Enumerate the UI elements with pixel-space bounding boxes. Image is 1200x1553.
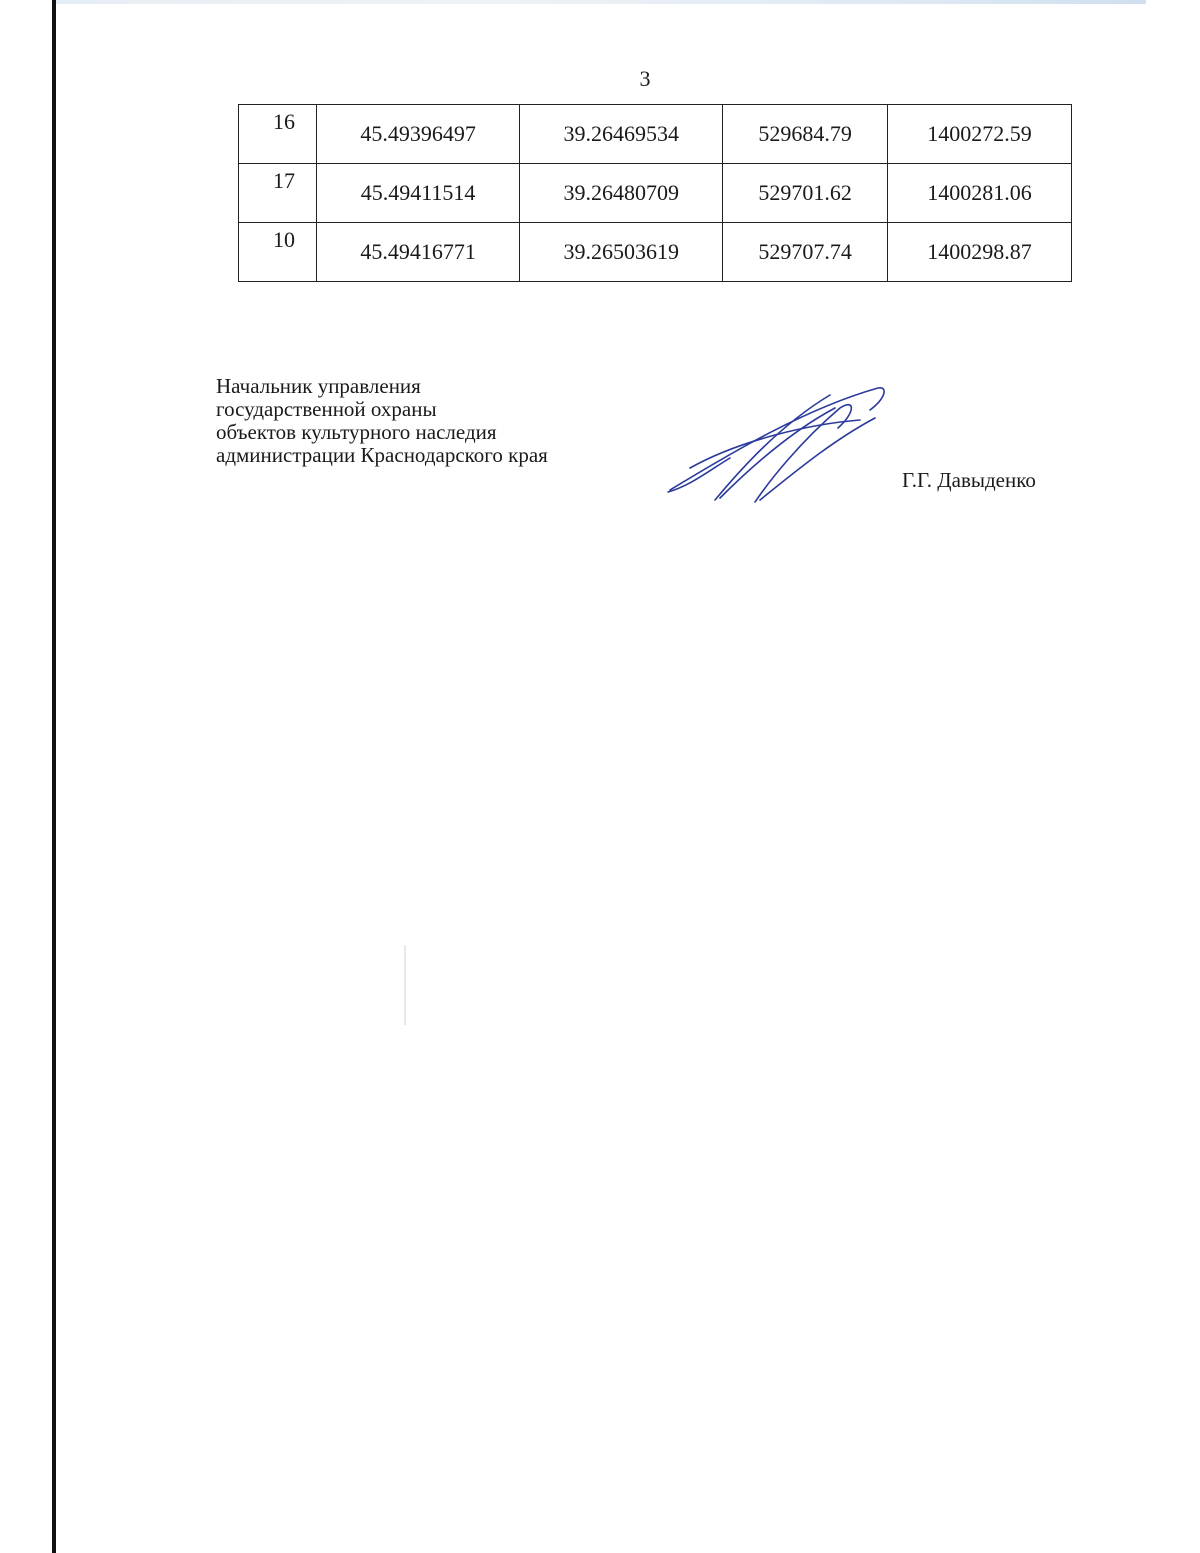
point-number: 16 — [239, 105, 317, 164]
point-number: 17 — [239, 164, 317, 223]
longitude-cell: 39.26480709 — [520, 164, 723, 223]
y-coordinate-cell: 1400272.59 — [888, 105, 1072, 164]
scan-border-left — [52, 0, 56, 1553]
y-coordinate-cell: 1400281.06 — [888, 164, 1072, 223]
signatory-title-line: администрации Краснодарского края — [216, 443, 548, 467]
latitude-cell: 45.49411514 — [317, 164, 520, 223]
longitude-cell: 39.26469534 — [520, 105, 723, 164]
latitude-cell: 45.49396497 — [317, 105, 520, 164]
handwritten-signature — [660, 380, 890, 510]
signatory-title-line: объектов культурного наследия — [216, 420, 497, 444]
signatory-title — [216, 375, 548, 467]
scan-artifact — [404, 945, 406, 1025]
scan-border-top — [56, 0, 1146, 4]
signatory-title-line: Начальник управления — [216, 374, 421, 398]
latitude-cell: 45.49416771 — [317, 223, 520, 282]
signatory-title-line: государственной охраны — [216, 397, 437, 421]
table-row — [239, 164, 1072, 223]
longitude-cell: 39.26503619 — [520, 223, 723, 282]
x-coordinate-cell: 529701.62 — [723, 164, 888, 223]
page-number: 3 — [639, 66, 651, 91]
x-coordinate-cell: 529684.79 — [723, 105, 888, 164]
point-number: 10 — [239, 223, 317, 282]
coordinates-table — [238, 104, 1072, 282]
y-coordinate-cell: 1400298.87 — [888, 223, 1072, 282]
table-row — [239, 105, 1072, 164]
signatory-name: Г.Г. Давыденко — [902, 468, 1036, 492]
x-coordinate-cell: 529707.74 — [723, 223, 888, 282]
table-row — [239, 223, 1072, 282]
